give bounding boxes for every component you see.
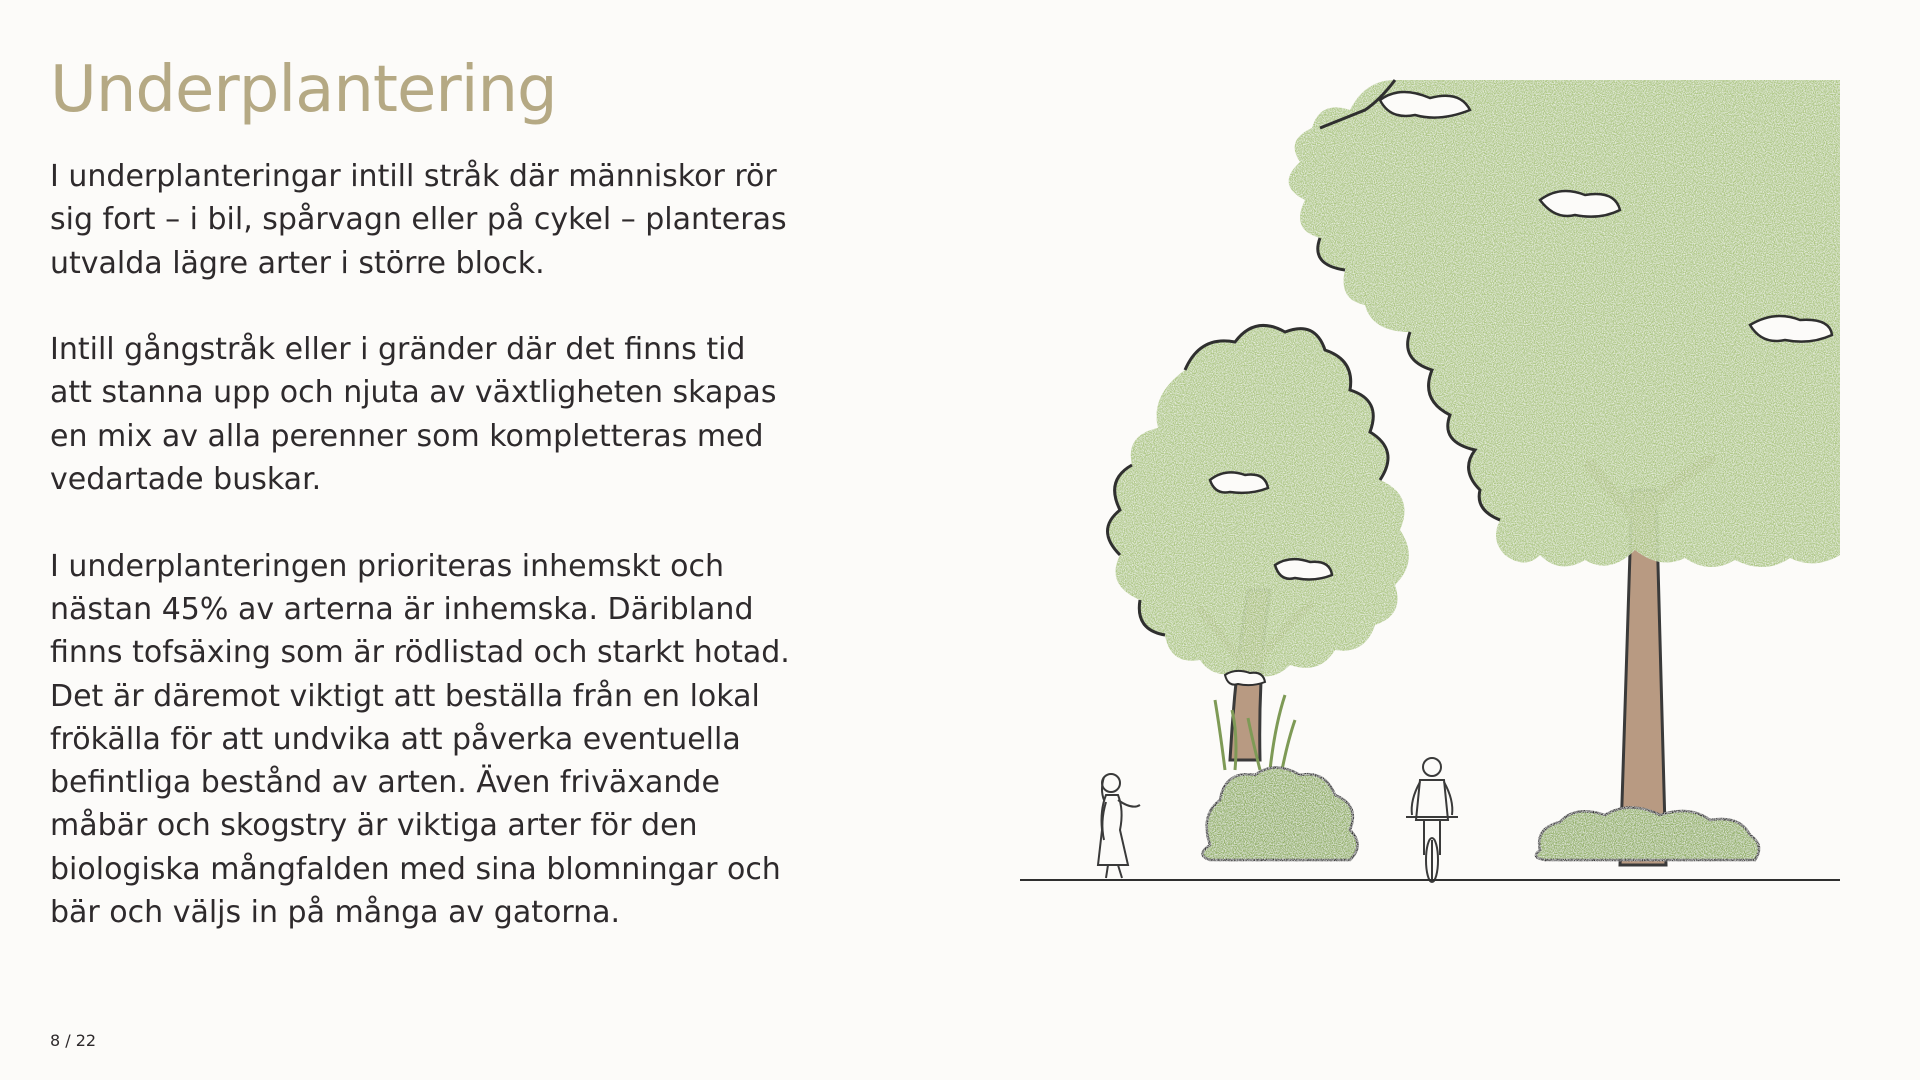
paragraph-line: måbär och skogstry är viktiga arter för den xyxy=(50,808,698,844)
small-tree-gap xyxy=(1225,671,1265,685)
page-number: 8 / 22 xyxy=(50,1031,97,1050)
shrub-icon xyxy=(1203,768,1358,861)
paragraph-line: befintliga bestånd av arten. Även friväxande xyxy=(50,765,720,801)
paragraph-line: finns tofsäxing som är rödlistad och starkt hotad. xyxy=(50,635,790,671)
paragraph-line: sig fort – i bil, spårvagn eller på cykel – planteras xyxy=(50,202,787,238)
page-title: Underplantering xyxy=(50,53,557,127)
paragraph-line: biologiska mångfalden med sina blomningar och xyxy=(50,851,781,887)
paragraph-line: I underplanteringen prioriteras inhemskt och xyxy=(50,548,725,584)
paragraph-line: frökälla för att undvika att påverka eventuella xyxy=(50,721,741,757)
paragraph-1 xyxy=(50,155,810,285)
paragraph-3 xyxy=(50,545,810,935)
body-text xyxy=(50,155,810,978)
paragraph-line: Det är däremot viktigt att beställa från en lokal xyxy=(50,678,760,714)
paragraph-line: vedartade buskar. xyxy=(50,462,322,498)
paragraph-2 xyxy=(50,328,810,501)
street-section-illustration xyxy=(1020,70,1850,920)
paragraph-line: I underplanteringar intill stråk där människor rör xyxy=(50,159,777,194)
paragraph-line: utvalda lägre arter i större block. xyxy=(50,245,545,281)
small-tree-icon xyxy=(1108,325,1409,770)
paragraph-line: att stanna upp och njuta av växtligheten skapas xyxy=(50,375,777,411)
pedestrian-icon xyxy=(1098,774,1140,878)
shrub-icon xyxy=(1536,808,1759,861)
cyclist-icon xyxy=(1406,758,1458,882)
large-tree-gap xyxy=(1540,191,1620,217)
small-tree-gap xyxy=(1275,559,1332,579)
small-tree-canopy xyxy=(1108,325,1409,676)
paragraph-line: Intill gångstråk eller i gränder där det finns tid xyxy=(50,332,746,368)
paragraph-line: en mix av alla perenner som kompletteras med xyxy=(50,418,764,454)
paragraph-line: nästan 45% av arterna är inhemska. Däribland xyxy=(50,591,754,627)
paragraph-line: bär och väljs in på många av gatorna. xyxy=(50,895,621,931)
small-tree-gap xyxy=(1210,472,1268,492)
